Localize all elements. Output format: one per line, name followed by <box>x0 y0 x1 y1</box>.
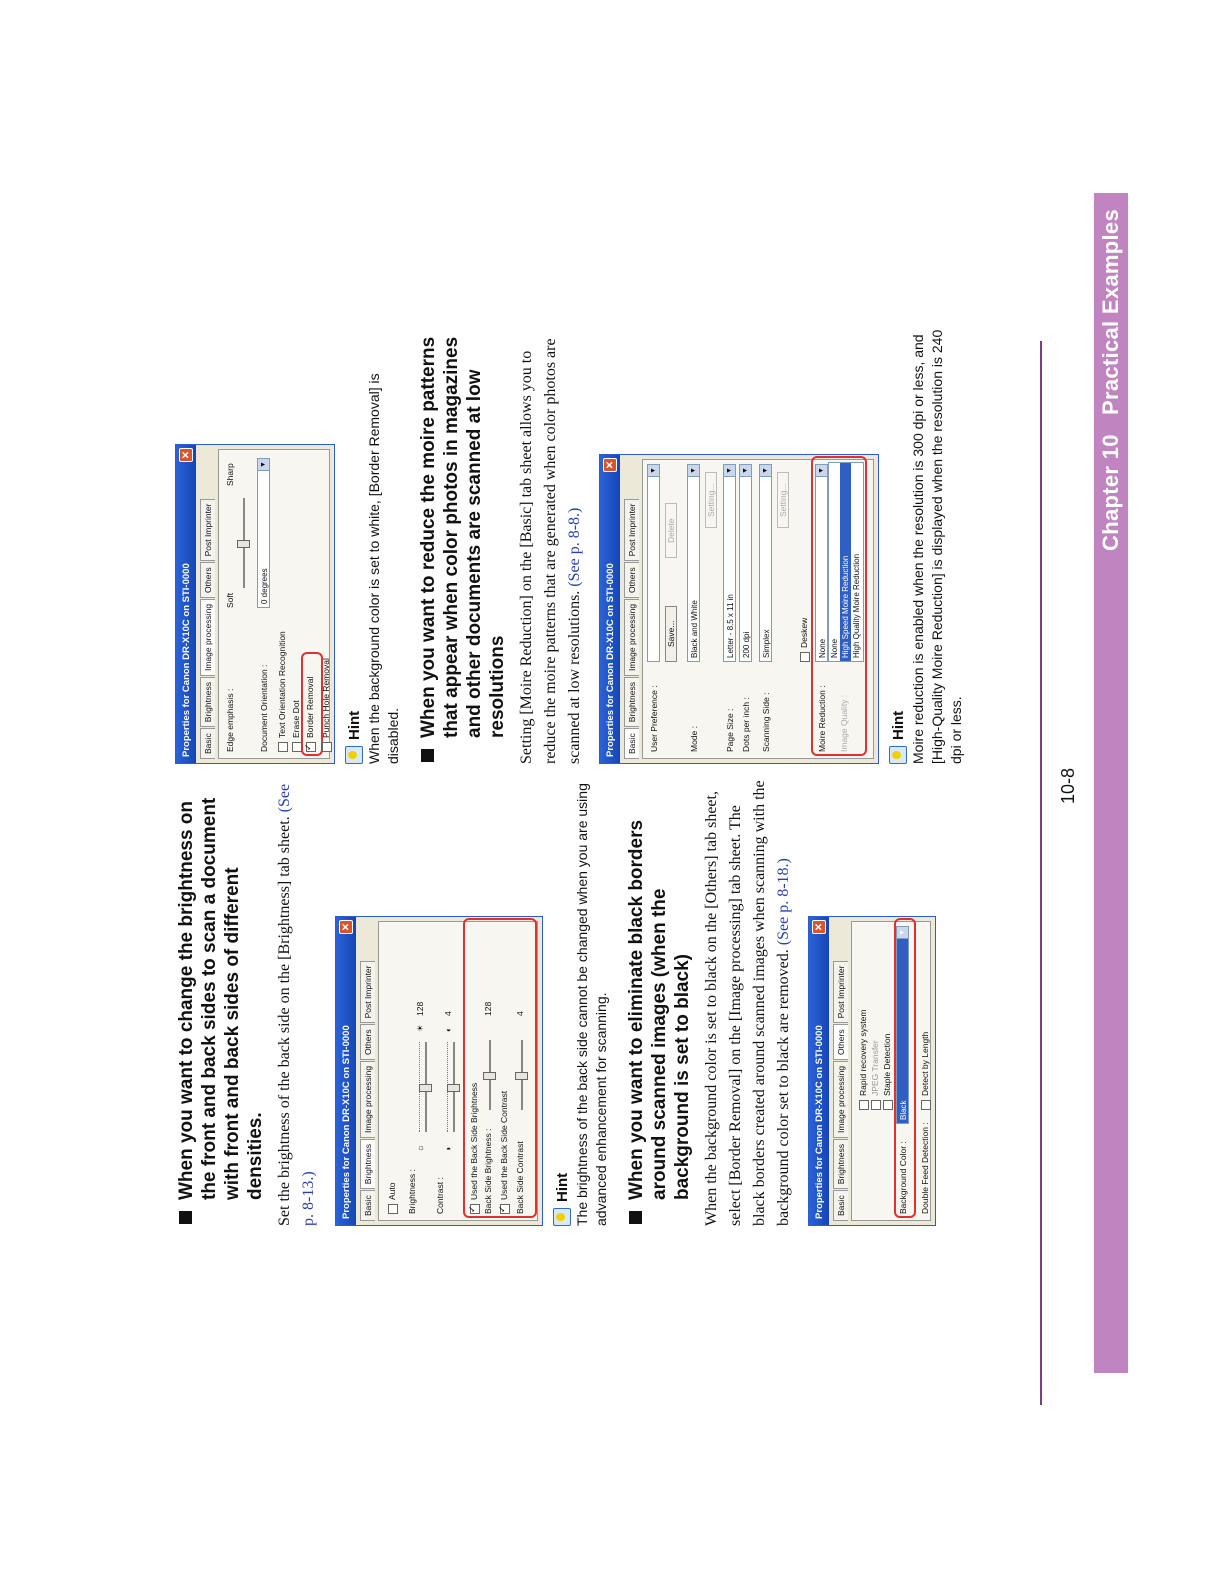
section-body-moire: Setting [Moire Reduction] on the [Basic] tab sheet allows you to reduce the moire patterns that are generated when color photos are scanned at low resolutions. (See p. 8-8.) <box>518 338 583 764</box>
brightness-pane: Auto Brightness : ☼ ☀ 128 Contrast : ◑ ◐ 4 ✓Used the Back Side Brightness Back Side Brightness : 128 ✓Used the Back Side Contrast Back Side Contrast 4 <box>378 921 538 1221</box>
user-preference-select[interactable] <box>647 464 660 662</box>
page-number: 10-8 <box>1058 767 1078 804</box>
scanning-side-select[interactable]: Simplex ▼ <box>759 464 772 662</box>
chevron-down-icon: ▼ <box>648 465 659 477</box>
page-size-select[interactable]: Letter - 8.5 x 11 in ▼ <box>723 464 736 662</box>
chevron-down-icon: ▼ <box>760 465 771 477</box>
others-dialog-screenshot <box>808 916 936 1226</box>
chapter-label: Chapter 10 <box>1098 434 1123 551</box>
dialog-title: Properties for Canon DR-X10C on STI-0000 <box>180 563 192 757</box>
section-heading-brightness: When you want to change the brightness on the front and back sides to scan a document with front and back sides of different densities. <box>175 776 267 1226</box>
brightness-dialog-screenshot <box>335 916 543 1226</box>
tab-post-imprinter[interactable]: Post Imprinter <box>200 499 215 562</box>
tab-basic[interactable]: Basic <box>833 1190 848 1221</box>
rapid-recovery-checkbox[interactable] <box>859 1100 869 1110</box>
chevron-down-icon: ▼ <box>724 465 735 477</box>
hint-bulb-icon <box>345 746 363 764</box>
tab-brightness[interactable]: Brightness <box>624 677 639 727</box>
hint-heading: Hint <box>345 324 363 764</box>
back-brightness-slider[interactable] <box>483 1072 496 1080</box>
tab-brightness[interactable]: Brightness <box>360 1139 375 1189</box>
close-icon[interactable]: ✕ <box>179 448 193 462</box>
chapter-title: Practical Examples <box>1098 209 1123 415</box>
image-processing-dialog-screenshot <box>175 444 335 764</box>
brightness-slider[interactable] <box>419 1084 432 1092</box>
others-pane: Rapid recovery system JPEG Transfer Staple Detection Background Color : Black ▼ Double Feed Detection : Detect by Length <box>851 921 931 1221</box>
tab-basic[interactable]: Basic <box>624 728 639 759</box>
dialog-title: Properties for Canon DR-X10C on STI-0000 <box>813 1025 825 1219</box>
detect-by-length-checkbox[interactable] <box>921 1100 931 1110</box>
tab-brightness[interactable]: Brightness <box>200 677 215 727</box>
chevron-down-icon: ▼ <box>258 459 269 471</box>
bullet-square-icon <box>629 1211 642 1224</box>
hint-heading: Hint <box>553 776 571 1226</box>
contrast-icon: ◑ <box>443 1146 453 1152</box>
used-back-brightness-checkbox[interactable] <box>470 1204 480 1214</box>
dialog-title: Properties for Canon DR-X10C on STI-0000 <box>604 563 616 757</box>
chevron-down-icon: ▼ <box>897 927 908 939</box>
hint-heading: Hint <box>889 324 907 764</box>
see-page-link[interactable]: (See p. 8-8.) <box>566 507 583 587</box>
chevron-down-icon: ▼ <box>816 465 827 477</box>
auto-checkbox[interactable] <box>388 1204 398 1214</box>
delete-button[interactable]: Delete <box>665 503 677 558</box>
tab-basic[interactable]: Basic <box>360 1190 375 1221</box>
tab-post-imprinter[interactable]: Post Imprinter <box>360 961 375 1024</box>
hint-text: When the background color is set to white, [Border Removal] is disabled. <box>366 373 401 764</box>
chapter-band <box>1094 193 1128 1373</box>
edge-emphasis-slider[interactable] <box>237 540 250 548</box>
list-item[interactable]: High Speed Moire Reduction <box>840 463 851 661</box>
hint-bulb-icon <box>553 1208 571 1226</box>
close-icon[interactable]: ✕ <box>339 920 353 934</box>
jpeg-transfer-checkbox[interactable] <box>871 1100 881 1110</box>
deskew-checkbox[interactable] <box>800 652 810 662</box>
column-right <box>175 324 980 764</box>
tab-others[interactable]: Others <box>200 562 215 598</box>
tab-image-processing[interactable]: Image processing <box>360 1061 375 1138</box>
dpi-select[interactable]: 200 dpi ▼ <box>739 464 752 662</box>
section-body-brightness: Set the brightness of the back side on the [Brightness] tab sheet. (See p. 8-13.) <box>276 783 317 1226</box>
mode-select[interactable]: Black and White ▼ <box>687 464 700 662</box>
punch-hole-checkbox[interactable] <box>322 742 332 752</box>
section-body-black-borders: When the background color is set to black on the [Others] tab sheet, select [Border Removal] on the [Image processing] tab sheet. The black borders created around scanned images when scanning with the background color set to black are removed. (See p. 8-18.) <box>703 780 792 1226</box>
document-orientation-select[interactable]: 0 degrees ▼ <box>257 458 270 608</box>
tab-others[interactable]: Others <box>624 562 639 598</box>
dialog-title: Properties for Canon DR-X10C on STI-0000 <box>340 1025 352 1219</box>
text-orientation-checkbox[interactable] <box>278 742 288 752</box>
tab-others[interactable]: Others <box>833 1024 848 1060</box>
tab-image-processing[interactable]: Image processing <box>624 599 639 676</box>
contrast-slider[interactable] <box>447 1084 460 1092</box>
tab-post-imprinter[interactable]: Post Imprinter <box>624 499 639 562</box>
close-icon[interactable]: ✕ <box>603 458 617 472</box>
staple-detection-checkbox[interactable] <box>883 1100 893 1110</box>
tab-post-imprinter[interactable]: Post Imprinter <box>833 961 848 1024</box>
sun-icon: ☼ <box>415 1144 425 1152</box>
see-page-link[interactable]: (See p. 8-13.) <box>276 783 317 1226</box>
list-item[interactable]: None <box>830 638 839 658</box>
bullet-square-icon <box>421 749 434 762</box>
hint-text: Moire reduction is enabled when the resolution is 300 dpi or less, and [High-Quality Moire Reduction] is displayed when the resolution is 240 dpi or less. <box>910 329 964 764</box>
tab-others[interactable]: Others <box>360 1024 375 1060</box>
section-heading-moire: When you want to reduce the moire patterns that appear when color photos in magazines and other documents are scanned at low resolutions <box>417 324 509 764</box>
moire-reduction-select[interactable]: None ▼ <box>815 464 828 662</box>
chevron-down-icon: ▼ <box>740 465 751 477</box>
bullet-square-icon <box>179 1211 192 1224</box>
tab-image-processing[interactable]: Image processing <box>200 599 215 676</box>
background-color-select[interactable]: Black ▼ <box>896 926 909 1124</box>
side-setting-button[interactable]: Setting... <box>777 472 789 528</box>
basic-dialog-screenshot <box>599 454 879 764</box>
close-icon[interactable]: ✕ <box>812 920 826 934</box>
used-back-contrast-checkbox[interactable] <box>500 1204 510 1214</box>
basic-pane: User Preference : ▼ Save... Delete Mode : Black and White ▼ Setting... Page Size : Letter - 8.5 x 11 in ▼ Dots per inch : 200 dpi ▼ Scanning Side : Simplex ▼ Setting... Deskew Moire Reduction : None ▼ Image Quality : None High Speed Moire Reduction High Quality Moire Reduction <box>642 459 874 759</box>
hint-text: The brightness of the back side cannot be changed when you are using advanced enhancement for scanning. <box>574 783 609 1226</box>
mode-setting-button[interactable]: Setting... <box>705 472 717 528</box>
tab-basic[interactable]: Basic <box>200 728 215 759</box>
border-removal-checkbox[interactable] <box>306 742 316 752</box>
chevron-down-icon: ▼ <box>688 465 699 477</box>
column-left <box>175 776 936 1226</box>
list-item[interactable]: High Quality Moire Reduction <box>852 553 861 658</box>
footer-rule <box>1040 341 1042 1405</box>
image-processing-pane: Edge emphasis : Soft Sharp Document Orientation : 0 degrees ▼ Text Orientation Recognition Erase Dot ✓ Border Removal Punch Hole Removal <box>218 449 330 759</box>
see-page-link[interactable]: (See p. 8-18.) <box>775 858 792 946</box>
tab-brightness[interactable]: Brightness <box>833 1139 848 1189</box>
section-heading-black-borders: When you want to eliminate black borders around scanned images (when the background is set to black) <box>625 776 694 1226</box>
back-contrast-slider[interactable] <box>515 1072 528 1080</box>
tab-image-processing[interactable]: Image processing <box>833 1061 848 1138</box>
save-button[interactable]: Save... <box>665 606 677 662</box>
sun-icon: ☀ <box>415 1024 425 1032</box>
contrast-icon: ◐ <box>443 1026 453 1032</box>
moire-options-list[interactable] <box>828 462 864 662</box>
hint-bulb-icon <box>889 746 907 764</box>
